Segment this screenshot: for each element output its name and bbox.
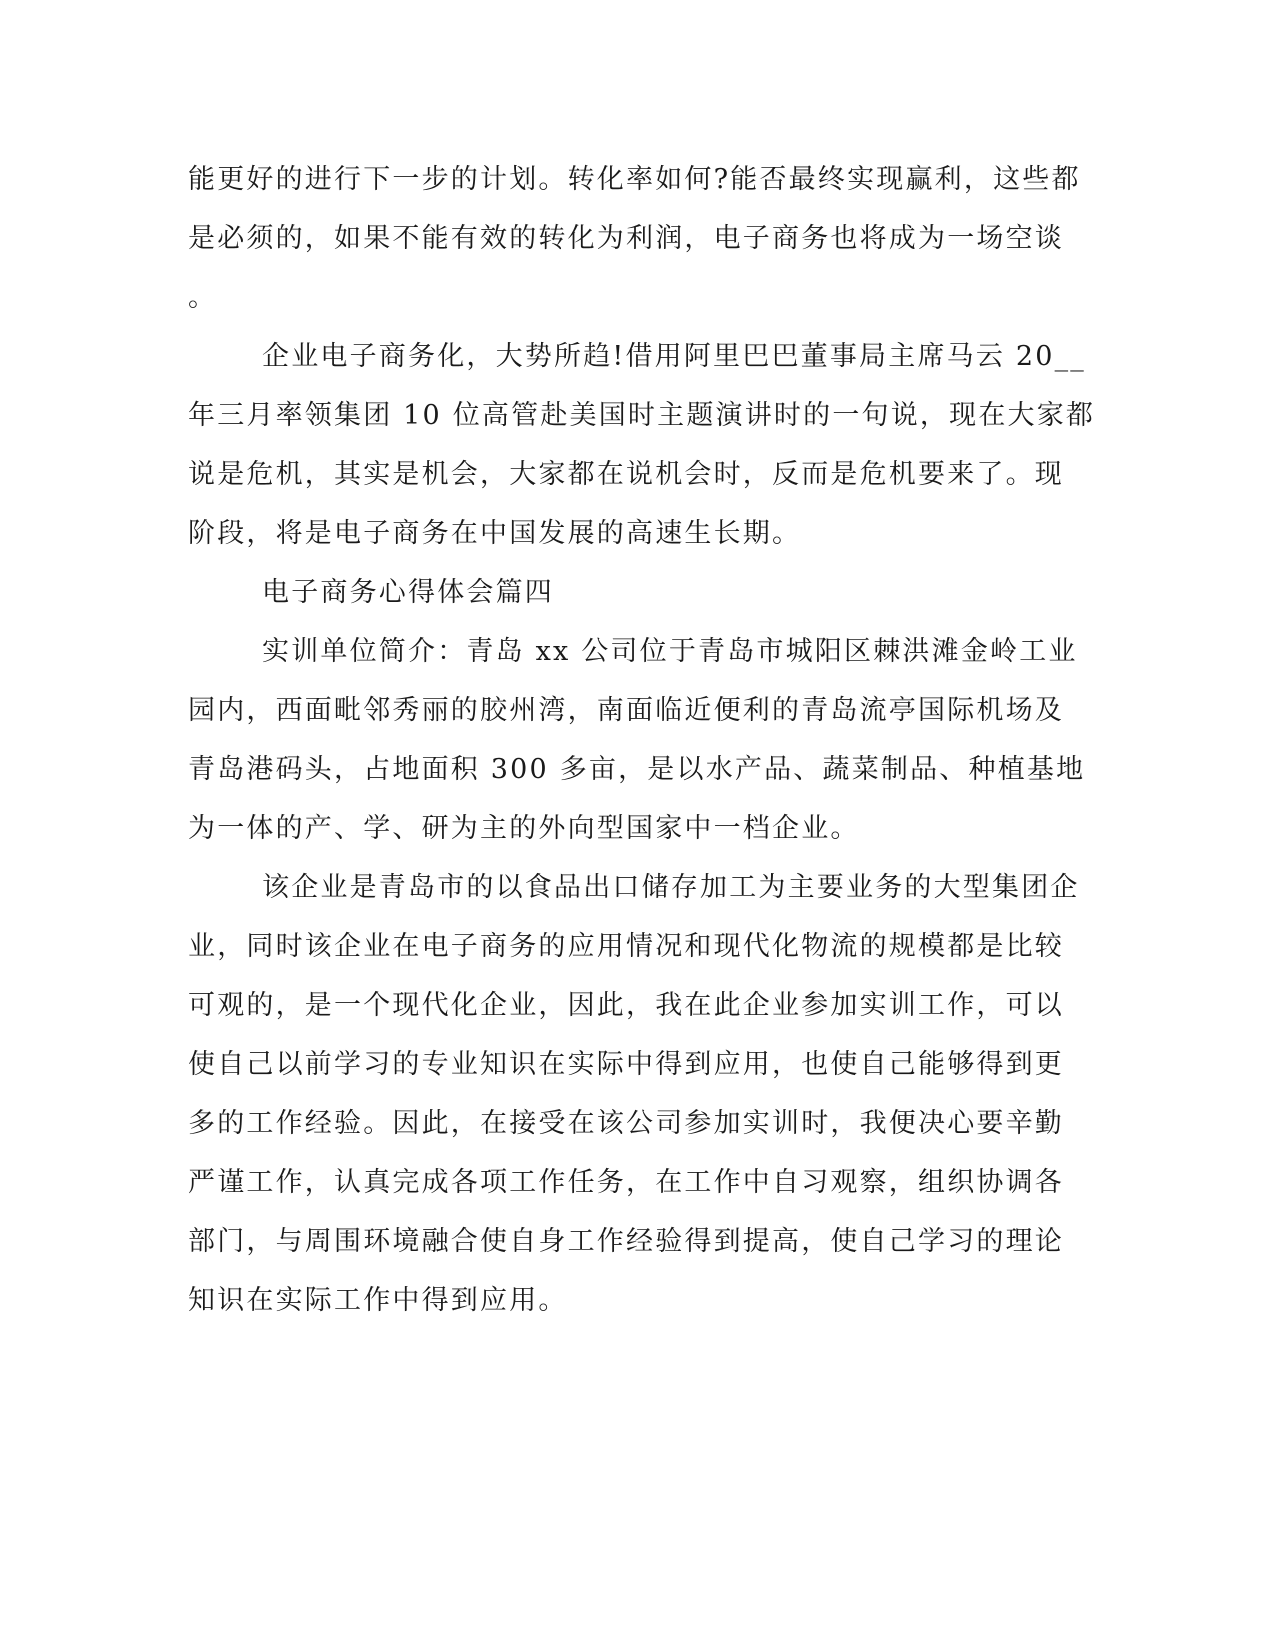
text-line: 是必须的，如果不能有效的转化为利润，电子商务也将成为一场空谈 xyxy=(188,223,1064,254)
text-line: 园内，西面毗邻秀丽的胶州湾，南面临近便利的青岛流亭国际机场及 xyxy=(188,695,1064,726)
text-line: 能更好的进行下一步的计划。转化率如何?能否最终实现赢利，这些都 xyxy=(188,164,1081,195)
text-line: 青岛港码头，占地面积 300 多亩，是以水产品、蔬菜制品、种植基地 xyxy=(188,754,1086,785)
text-line: 为一体的产、学、研为主的外向型国家中一档企业。 xyxy=(188,813,860,844)
text-line: 部门，与周围环境融合使自身工作经验得到提高，使自己学习的理论 xyxy=(188,1226,1064,1257)
text-line: 多的工作经验。因此，在接受在该公司参加实训时，我便决心要辛勤 xyxy=(188,1108,1064,1139)
text-line: 严谨工作，认真完成各项工作任务，在工作中自习观察，组织协调各 xyxy=(188,1167,1064,1198)
text-line: 。 xyxy=(188,282,218,313)
text-line: 年三月率领集团 10 位高管赴美国时主题演讲时的一句说，现在大家都 xyxy=(188,400,1096,431)
paragraph-start-line: 该企业是青岛市的以食品出口储存加工为主要业务的大型集团企 xyxy=(262,872,1080,903)
text-line: 说是危机，其实是机会，大家都在说机会时，反而是危机要来了。现 xyxy=(188,459,1064,490)
text-line: 业，同时该企业在电子商务的应用情况和现代化物流的规模都是比较 xyxy=(188,931,1064,962)
section-heading: 电子商务心得体会篇四 xyxy=(262,577,554,608)
paragraph-start-line: 企业电子商务化，大势所趋!借用阿里巴巴董事局主席马云 20__ xyxy=(262,341,1086,372)
paragraph-start-line: 实训单位简介：青岛 xx 公司位于青岛市城阳区棘洪滩金岭工业 xyxy=(262,636,1078,667)
text-line: 阶段，将是电子商务在中国发展的高速生长期。 xyxy=(188,518,802,549)
text-line: 知识在实际工作中得到应用。 xyxy=(188,1285,568,1316)
text-line: 使自己以前学习的专业知识在实际中得到应用，也使自己能够得到更 xyxy=(188,1049,1064,1080)
text-line: 可观的，是一个现代化企业，因此，我在此企业参加实训工作，可以 xyxy=(188,990,1064,1021)
